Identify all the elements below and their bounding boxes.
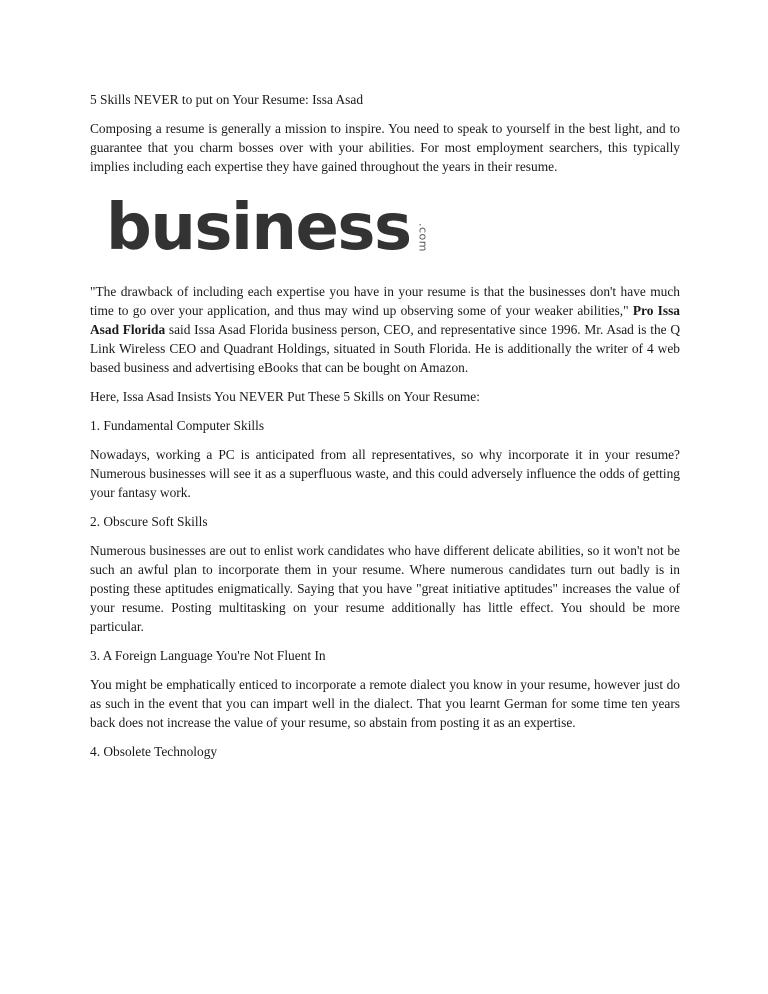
quote-link[interactable]: Pro Issa Asad Florida bbox=[90, 303, 680, 337]
document-title: 5 Skills NEVER to put on Your Resume: Issa Asad bbox=[90, 92, 364, 107]
section-2-heading: 2. Obscure Soft Skills bbox=[90, 514, 208, 529]
section-4-heading: 4. Obsolete Technology bbox=[90, 744, 218, 759]
section-2-body: Numerous businesses are out to enlist work candidates who have different delicate abilities, so it won't not be such an awful plan to incorporate them in your resume. Where numerous candidates turn out badly is in posting these aptitudes enigmatically. Saying that you have "great initiative aptitudes" increases the value of your resume. Posting multitasking on your resume additionally has little effect. You should be more particular. bbox=[90, 543, 680, 634]
business-logo-area bbox=[90, 190, 680, 268]
quote-text-before: "The drawback of including each expertise you have in your resume is that the businesses don't have much time to go over your application, and thus may wind up observing some of your weaker abilities," bbox=[90, 284, 680, 318]
list-intro: Here, Issa Asad Insists You NEVER Put These 5 Skills on Your Resume: bbox=[90, 389, 480, 404]
business-logo-suffix: .com bbox=[416, 223, 430, 252]
section-3-body: You might be emphatically enticed to incorporate a remote dialect you know in your resume, however just do as such in the event that you can impart well in the dialect. That you learnt German for some time ten years back does not increase the value of your resume, so abstain from posting it as an expertise. bbox=[90, 677, 680, 730]
quote-paragraph bbox=[90, 282, 680, 377]
document-content bbox=[90, 90, 680, 771]
section-1-heading: 1. Fundamental Computer Skills bbox=[90, 418, 265, 433]
section-3-heading: 3. A Foreign Language You're Not Fluent In bbox=[90, 648, 326, 663]
intro-paragraph: Composing a resume is generally a mission to inspire. You need to speak to yourself in the best light, and to guarantee that you charm bosses over with your abilities. For most employment searchers, this typically implies including each expertise they have gained throughout the years in their resume. bbox=[90, 121, 680, 174]
business-logo bbox=[106, 190, 433, 265]
quote-text-after: said Issa Asad Florida business person, CEO, and representative since 1996. Mr. Asad is the Q Link Wireless CEO and Quadrant Holdings, situated in South Florida. He is additionally the writer of 4 web based business and advertising eBooks that can be bought on Amazon. bbox=[90, 322, 680, 375]
section-1-body: Nowadays, working a PC is anticipated from all representatives, so why incorporate it in your resume? Numerous businesses will see it as a superfluous waste, and this could adversely influence the odds of getting your fantasy work. bbox=[90, 447, 680, 500]
business-logo-word: business bbox=[106, 191, 411, 265]
